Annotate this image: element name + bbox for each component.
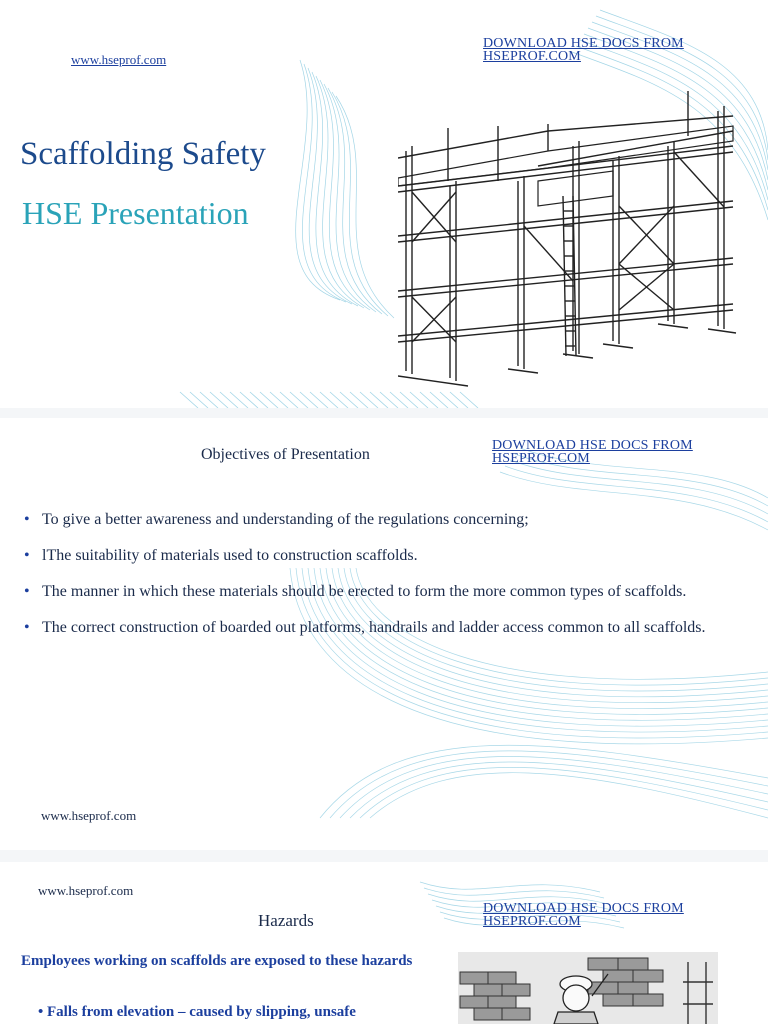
list-item (38, 1004, 428, 1021)
hazards-intro: Employees working on scaffolds are exposed to these hazards (21, 953, 413, 969)
download-link[interactable]: DOWNLOAD HSE DOCS FROM HSEPROF.COM (492, 438, 693, 466)
list-item-text: Falls from elevation – caused by slipping, unsafe (47, 1004, 356, 1020)
bullet-icon: • (38, 1004, 48, 1020)
slide-subtitle: HSE Presentation (22, 195, 249, 231)
bullet-icon: • (24, 511, 30, 528)
site-link[interactable]: www.hseprof.com (71, 52, 167, 67)
slide-3 (0, 862, 768, 1024)
scaffold-drawing-icon (398, 86, 738, 392)
bullet-icon: • (24, 547, 30, 564)
slide-1 (0, 0, 768, 408)
bullet-icon: • (24, 583, 30, 600)
slide-divider (0, 408, 768, 418)
slide-2 (0, 418, 768, 850)
list-item (22, 546, 732, 566)
download-link[interactable]: DOWNLOAD HSE DOCS FROM HSEPROF.COM (483, 36, 684, 64)
bricklayer-cartoon-icon (458, 952, 718, 1024)
slide-divider (0, 850, 768, 862)
list-item (22, 510, 732, 530)
list-item (22, 618, 732, 638)
site-link[interactable]: www.hseprof.com (41, 808, 137, 823)
list-item-text: The manner in which these materials should be erected to form the more common types of scaffolds. (42, 583, 687, 600)
list-item (22, 582, 732, 602)
bullet-icon: • (24, 619, 30, 636)
list-item-text: To give a better awareness and understanding of the regulations concerning; (42, 511, 529, 528)
slide-heading: Objectives of Presentation (201, 446, 370, 463)
slide-heading: Hazards (258, 911, 314, 930)
download-link[interactable]: DOWNLOAD HSE DOCS FROM HSEPROF.COM (483, 901, 684, 929)
list-item-text: lThe suitability of materials used to construction scaffolds. (42, 547, 418, 564)
objectives-list (22, 510, 732, 654)
site-link[interactable]: www.hseprof.com (38, 883, 134, 898)
slide-title: Scaffolding Safety (20, 136, 266, 172)
list-item-text: The correct construction of boarded out platforms, handrails and ladder access common to all scaffolds. (42, 619, 706, 636)
